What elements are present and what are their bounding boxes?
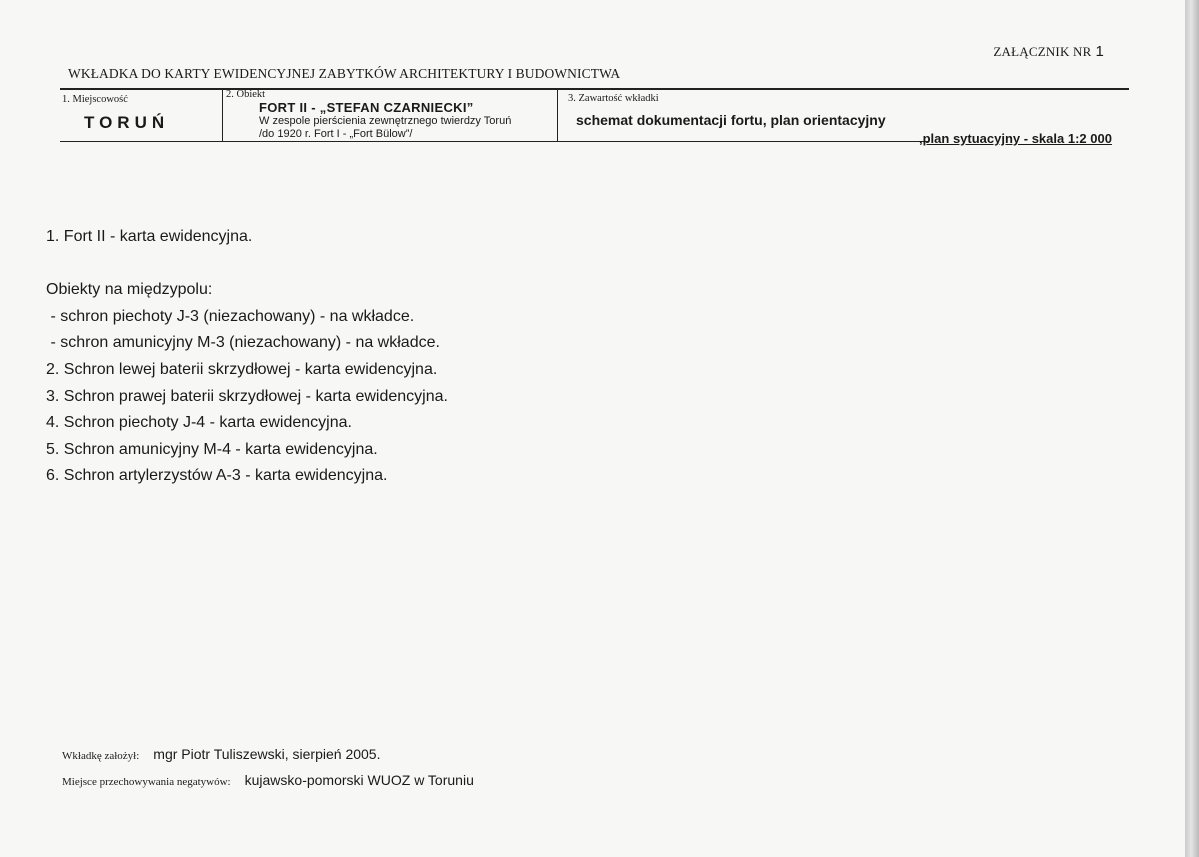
document-body <box>46 224 448 490</box>
body-line: - schron amunicyjny M-3 (niezachowany) - na wkładce. <box>46 334 440 352</box>
body-line: 2. Schron lewej baterii skrzydłowej - karta ewidencyjna. <box>46 360 438 378</box>
object-description-line-1: W zespole pierścienia zewnętrznego twierdzy Toruń <box>259 115 512 127</box>
object-name: FORT II - „STEFAN CZARNIECKI” <box>259 100 474 115</box>
locality-value: TORUŃ <box>84 113 170 132</box>
field-divider-1 <box>222 90 223 142</box>
body-line: 3. Schron prawej baterii skrzydłowej - karta ewidencyjna. <box>46 387 448 405</box>
card-title: WKŁADKA DO KARTY EWIDENCYJNEJ ZABYTKÓW ARCHITEKTURY I BUDOWNICTWA <box>68 66 621 81</box>
contents-label: 3. Zawartość wkładki <box>568 93 659 104</box>
created-by-value: mgr Piotr Tuliszewski, sierpień 2005. <box>153 746 381 762</box>
field-divider-2 <box>557 90 558 142</box>
annex-label <box>993 43 1104 60</box>
storage-label: Miejsce przechowywania negatywów: <box>62 776 231 788</box>
annex-label-text: ZAŁĄCZNIK NR <box>993 44 1092 59</box>
footer-storage <box>62 772 474 788</box>
header-rule-bottom <box>60 141 929 142</box>
body-line: 4. Schron piechoty J-4 - karta ewidencyjna. <box>46 414 352 432</box>
body-line: 6. Schron artylerzystów A-3 - karta ewidencyjna. <box>46 467 388 485</box>
body-spacer <box>46 251 448 278</box>
body-line: - schron piechoty J-3 (niezachowany) - na wkładce. <box>46 307 415 325</box>
annex-number: 1 <box>1095 43 1104 60</box>
storage-value: kujawsko-pomorski WUOZ w Toruniu <box>244 772 474 788</box>
object-label: 2. Obiekt <box>226 89 266 100</box>
paper-edge <box>1186 0 1199 857</box>
locality-label: 1. Miejscowość <box>62 94 128 105</box>
header-rule-top <box>60 88 1129 90</box>
body-section-title: Obiekty na międzypolu: <box>46 281 213 299</box>
contents-line-2: ,plan sytuacyjny - skala 1:2 000 <box>919 131 1112 146</box>
object-description-line-2: /do 1920 r. Fort I - „Fort Bülow”/ <box>259 128 413 140</box>
created-by-label: Wkładkę założył: <box>62 750 140 762</box>
body-item-1: 1. Fort II - karta ewidencyjna. <box>46 228 253 245</box>
footer-created-by <box>62 746 380 762</box>
contents-line-1: schemat dokumentacji fortu, plan orientacyjny <box>576 112 886 128</box>
body-line: 5. Schron amunicyjny M-4 - karta ewidencyjna. <box>46 440 378 458</box>
